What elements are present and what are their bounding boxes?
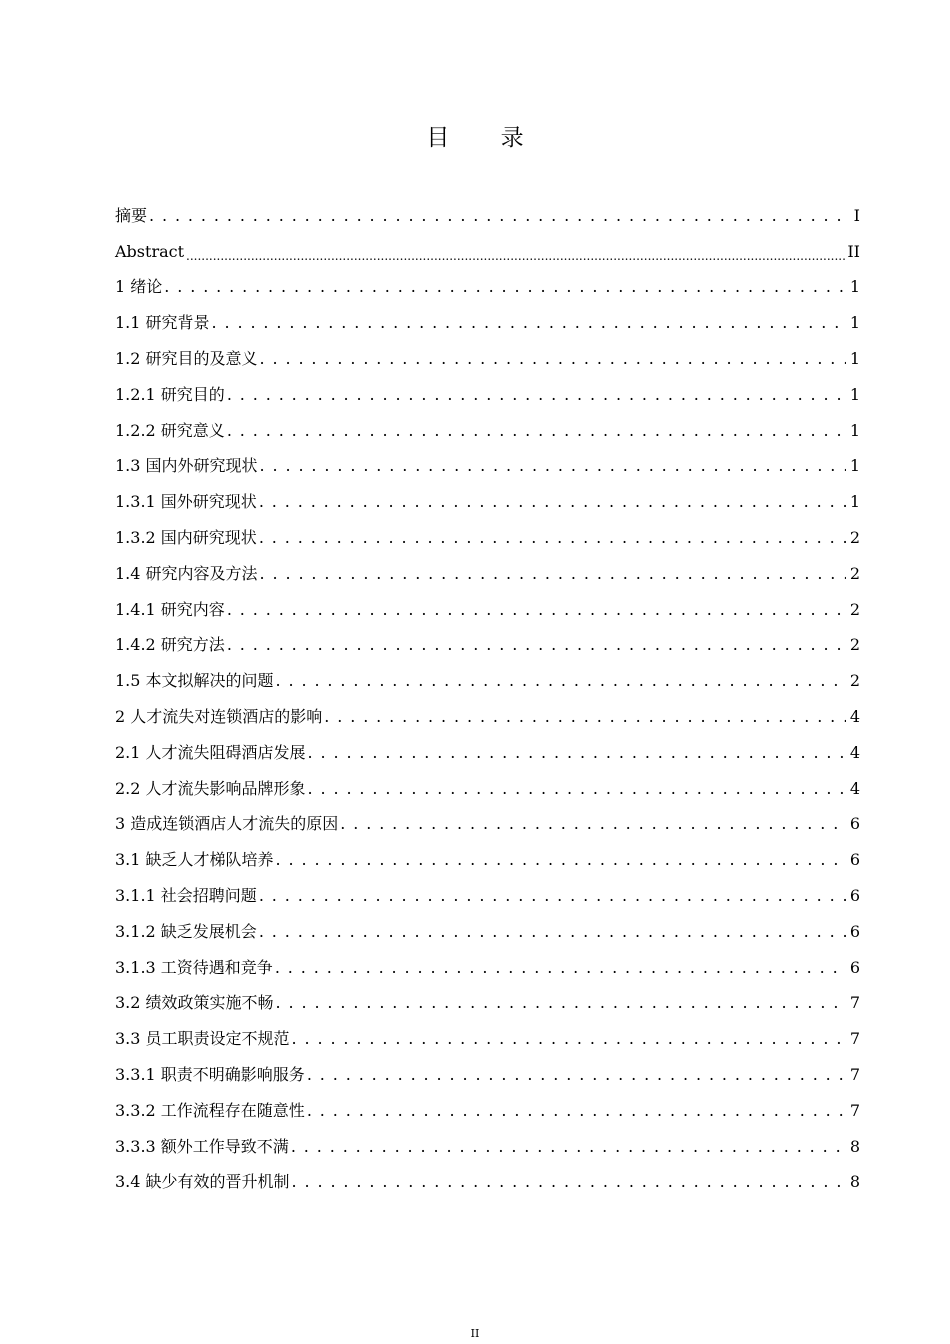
toc-dot-leader xyxy=(308,743,846,763)
toc-entry[interactable] xyxy=(115,950,860,986)
toc-entry-page-number: 2 xyxy=(849,671,860,691)
toc-entry-page-number: 6 xyxy=(849,850,860,870)
toc-entry-page-number: 1 xyxy=(849,492,860,512)
toc-entry-page-number: 6 xyxy=(849,886,860,906)
toc-entry-label: 1.3.2 国内研究现状 xyxy=(115,528,257,548)
toc-entry-page-number: 2 xyxy=(849,599,860,619)
toc-entry-page-number: 1 xyxy=(849,277,860,297)
toc-dot-leader xyxy=(149,206,846,226)
toc-entry[interactable] xyxy=(115,986,860,1022)
toc-entry[interactable] xyxy=(115,628,860,664)
toc-entry-label: 3.1.1 社会招聘问题 xyxy=(115,886,257,906)
toc-dot-leader xyxy=(227,421,846,441)
toc-dot-leader xyxy=(276,850,846,870)
toc-entry-page-number: 2 xyxy=(849,563,860,583)
toc-entry-label: 3.3 员工职责设定不规范 xyxy=(115,1029,290,1049)
toc-dot-leader xyxy=(276,993,846,1013)
toc-dot-leader xyxy=(292,1029,846,1049)
toc-entry-page-number: 1 xyxy=(849,384,860,404)
toc-entry-label: 1.1 研究背景 xyxy=(115,313,210,333)
toc-entry-page-number: 1 xyxy=(849,313,860,333)
toc-dot-leader xyxy=(291,1137,846,1157)
toc-entry[interactable] xyxy=(115,771,860,807)
toc-entry-label: 1.2 研究目的及意义 xyxy=(115,349,258,369)
toc-entry-page-number: 6 xyxy=(849,921,860,941)
toc-entry-label: 3.1.3 工资待遇和竞争 xyxy=(115,957,273,977)
toc-entry-page-number: 7 xyxy=(849,1065,860,1085)
toc-entry-page-number: I xyxy=(853,205,860,225)
toc-entry-label: 1.4 研究内容及方法 xyxy=(115,563,258,583)
toc-entry-label: 1.4.1 研究内容 xyxy=(115,599,225,619)
toc-entry-page-number: 7 xyxy=(849,993,860,1013)
toc-entry-label: 3.2 绩效政策实施不畅 xyxy=(115,993,274,1013)
toc-entry-page-number: 6 xyxy=(849,957,860,977)
toc-entry[interactable] xyxy=(115,270,860,306)
table-of-contents xyxy=(115,198,860,1200)
toc-dot-leader xyxy=(259,528,846,548)
toc-entry[interactable] xyxy=(115,305,860,341)
toc-entry[interactable] xyxy=(115,878,860,914)
toc-entry-label: 3.3.3 额外工作导致不满 xyxy=(115,1136,289,1156)
toc-dot-leader xyxy=(164,277,846,297)
toc-entry[interactable] xyxy=(115,556,860,592)
toc-entry-page-number: 2 xyxy=(849,635,860,655)
toc-entry[interactable] xyxy=(115,914,860,950)
toc-entry-label: Abstract xyxy=(115,241,185,261)
toc-dot-leader xyxy=(340,814,846,834)
toc-dot-leader xyxy=(186,242,845,262)
toc-entry[interactable] xyxy=(115,198,860,234)
toc-dot-leader xyxy=(227,385,846,405)
toc-entry[interactable] xyxy=(115,449,860,485)
toc-entry[interactable] xyxy=(115,520,860,556)
toc-entry[interactable] xyxy=(115,234,860,270)
toc-entry-label: 1.5 本文拟解决的问题 xyxy=(115,671,274,691)
toc-dot-leader xyxy=(260,349,846,369)
toc-entry[interactable] xyxy=(115,377,860,413)
toc-entry-label: 1.4.2 研究方法 xyxy=(115,635,225,655)
toc-entry-page-number: 4 xyxy=(849,742,860,762)
toc-entry[interactable] xyxy=(115,484,860,520)
toc-entry-page-number: 8 xyxy=(849,1136,860,1156)
toc-entry-label: 摘要 xyxy=(115,205,148,225)
toc-entry-page-number: 1 xyxy=(849,456,860,476)
toc-dot-leader xyxy=(308,779,846,799)
toc-entry[interactable] xyxy=(115,1093,860,1129)
toc-entry-page-number: 4 xyxy=(849,778,860,798)
toc-entry-label: 1 绪论 xyxy=(115,277,163,297)
toc-entry-label: 3.3.2 工作流程存在随意性 xyxy=(115,1100,305,1120)
toc-entry[interactable] xyxy=(115,842,860,878)
toc-dot-leader xyxy=(259,492,846,512)
toc-entry-page-number: II xyxy=(847,241,860,261)
toc-entry-page-number: 2 xyxy=(849,528,860,548)
toc-entry-page-number: 4 xyxy=(849,707,860,727)
toc-dot-leader xyxy=(275,958,846,978)
toc-entry-page-number: 6 xyxy=(849,814,860,834)
footer-page-number: II xyxy=(470,1327,480,1340)
toc-dot-leader xyxy=(307,1065,846,1085)
toc-entry-label: 3 造成连锁酒店人才流失的原因 xyxy=(115,814,339,834)
toc-entry[interactable] xyxy=(115,807,860,843)
page-title: 目 录 xyxy=(426,125,546,151)
toc-entry-label: 3.3.1 职责不明确影响服务 xyxy=(115,1065,305,1085)
toc-entry-label: 3.4 缺少有效的晋升机制 xyxy=(115,1172,290,1192)
toc-dot-leader xyxy=(227,635,846,655)
toc-entry-label: 3.1.2 缺乏发展机会 xyxy=(115,921,257,941)
toc-entry-label: 2.1 人才流失阻碍酒店发展 xyxy=(115,742,306,762)
toc-entry-label: 2 人才流失对连锁酒店的影响 xyxy=(115,707,323,727)
toc-entry[interactable] xyxy=(115,1165,860,1201)
toc-entry-page-number: 1 xyxy=(849,420,860,440)
toc-entry[interactable] xyxy=(115,341,860,377)
toc-dot-leader xyxy=(324,707,846,727)
toc-dot-leader xyxy=(260,564,846,584)
toc-dot-leader xyxy=(227,600,846,620)
toc-dot-leader xyxy=(260,456,846,476)
toc-entry-page-number: 1 xyxy=(849,349,860,369)
toc-entry[interactable] xyxy=(115,1129,860,1165)
toc-entry[interactable] xyxy=(115,592,860,628)
toc-entry-label: 3.1 缺乏人才梯队培养 xyxy=(115,850,274,870)
toc-entry-label: 1.3.1 国外研究现状 xyxy=(115,492,257,512)
toc-dot-leader xyxy=(307,1101,846,1121)
toc-entry[interactable] xyxy=(115,699,860,735)
toc-entry[interactable] xyxy=(115,1021,860,1057)
toc-entry[interactable] xyxy=(115,663,860,699)
toc-dot-leader xyxy=(276,671,846,691)
toc-entry-label: 1.2.1 研究目的 xyxy=(115,384,225,404)
toc-entry-page-number: 8 xyxy=(849,1172,860,1192)
toc-entry-page-number: 7 xyxy=(849,1100,860,1120)
toc-dot-leader xyxy=(259,922,846,942)
toc-entry[interactable] xyxy=(115,413,860,449)
toc-entry-label: 1.2.2 研究意义 xyxy=(115,420,225,440)
toc-dot-leader xyxy=(259,886,846,906)
toc-entry-label: 2.2 人才流失影响品牌形象 xyxy=(115,778,306,798)
toc-entry-label: 1.3 国内外研究现状 xyxy=(115,456,258,476)
toc-entry-page-number: 7 xyxy=(849,1029,860,1049)
toc-dot-leader xyxy=(212,313,846,333)
toc-entry[interactable] xyxy=(115,735,860,771)
toc-dot-leader xyxy=(292,1172,846,1192)
toc-entry[interactable] xyxy=(115,1057,860,1093)
